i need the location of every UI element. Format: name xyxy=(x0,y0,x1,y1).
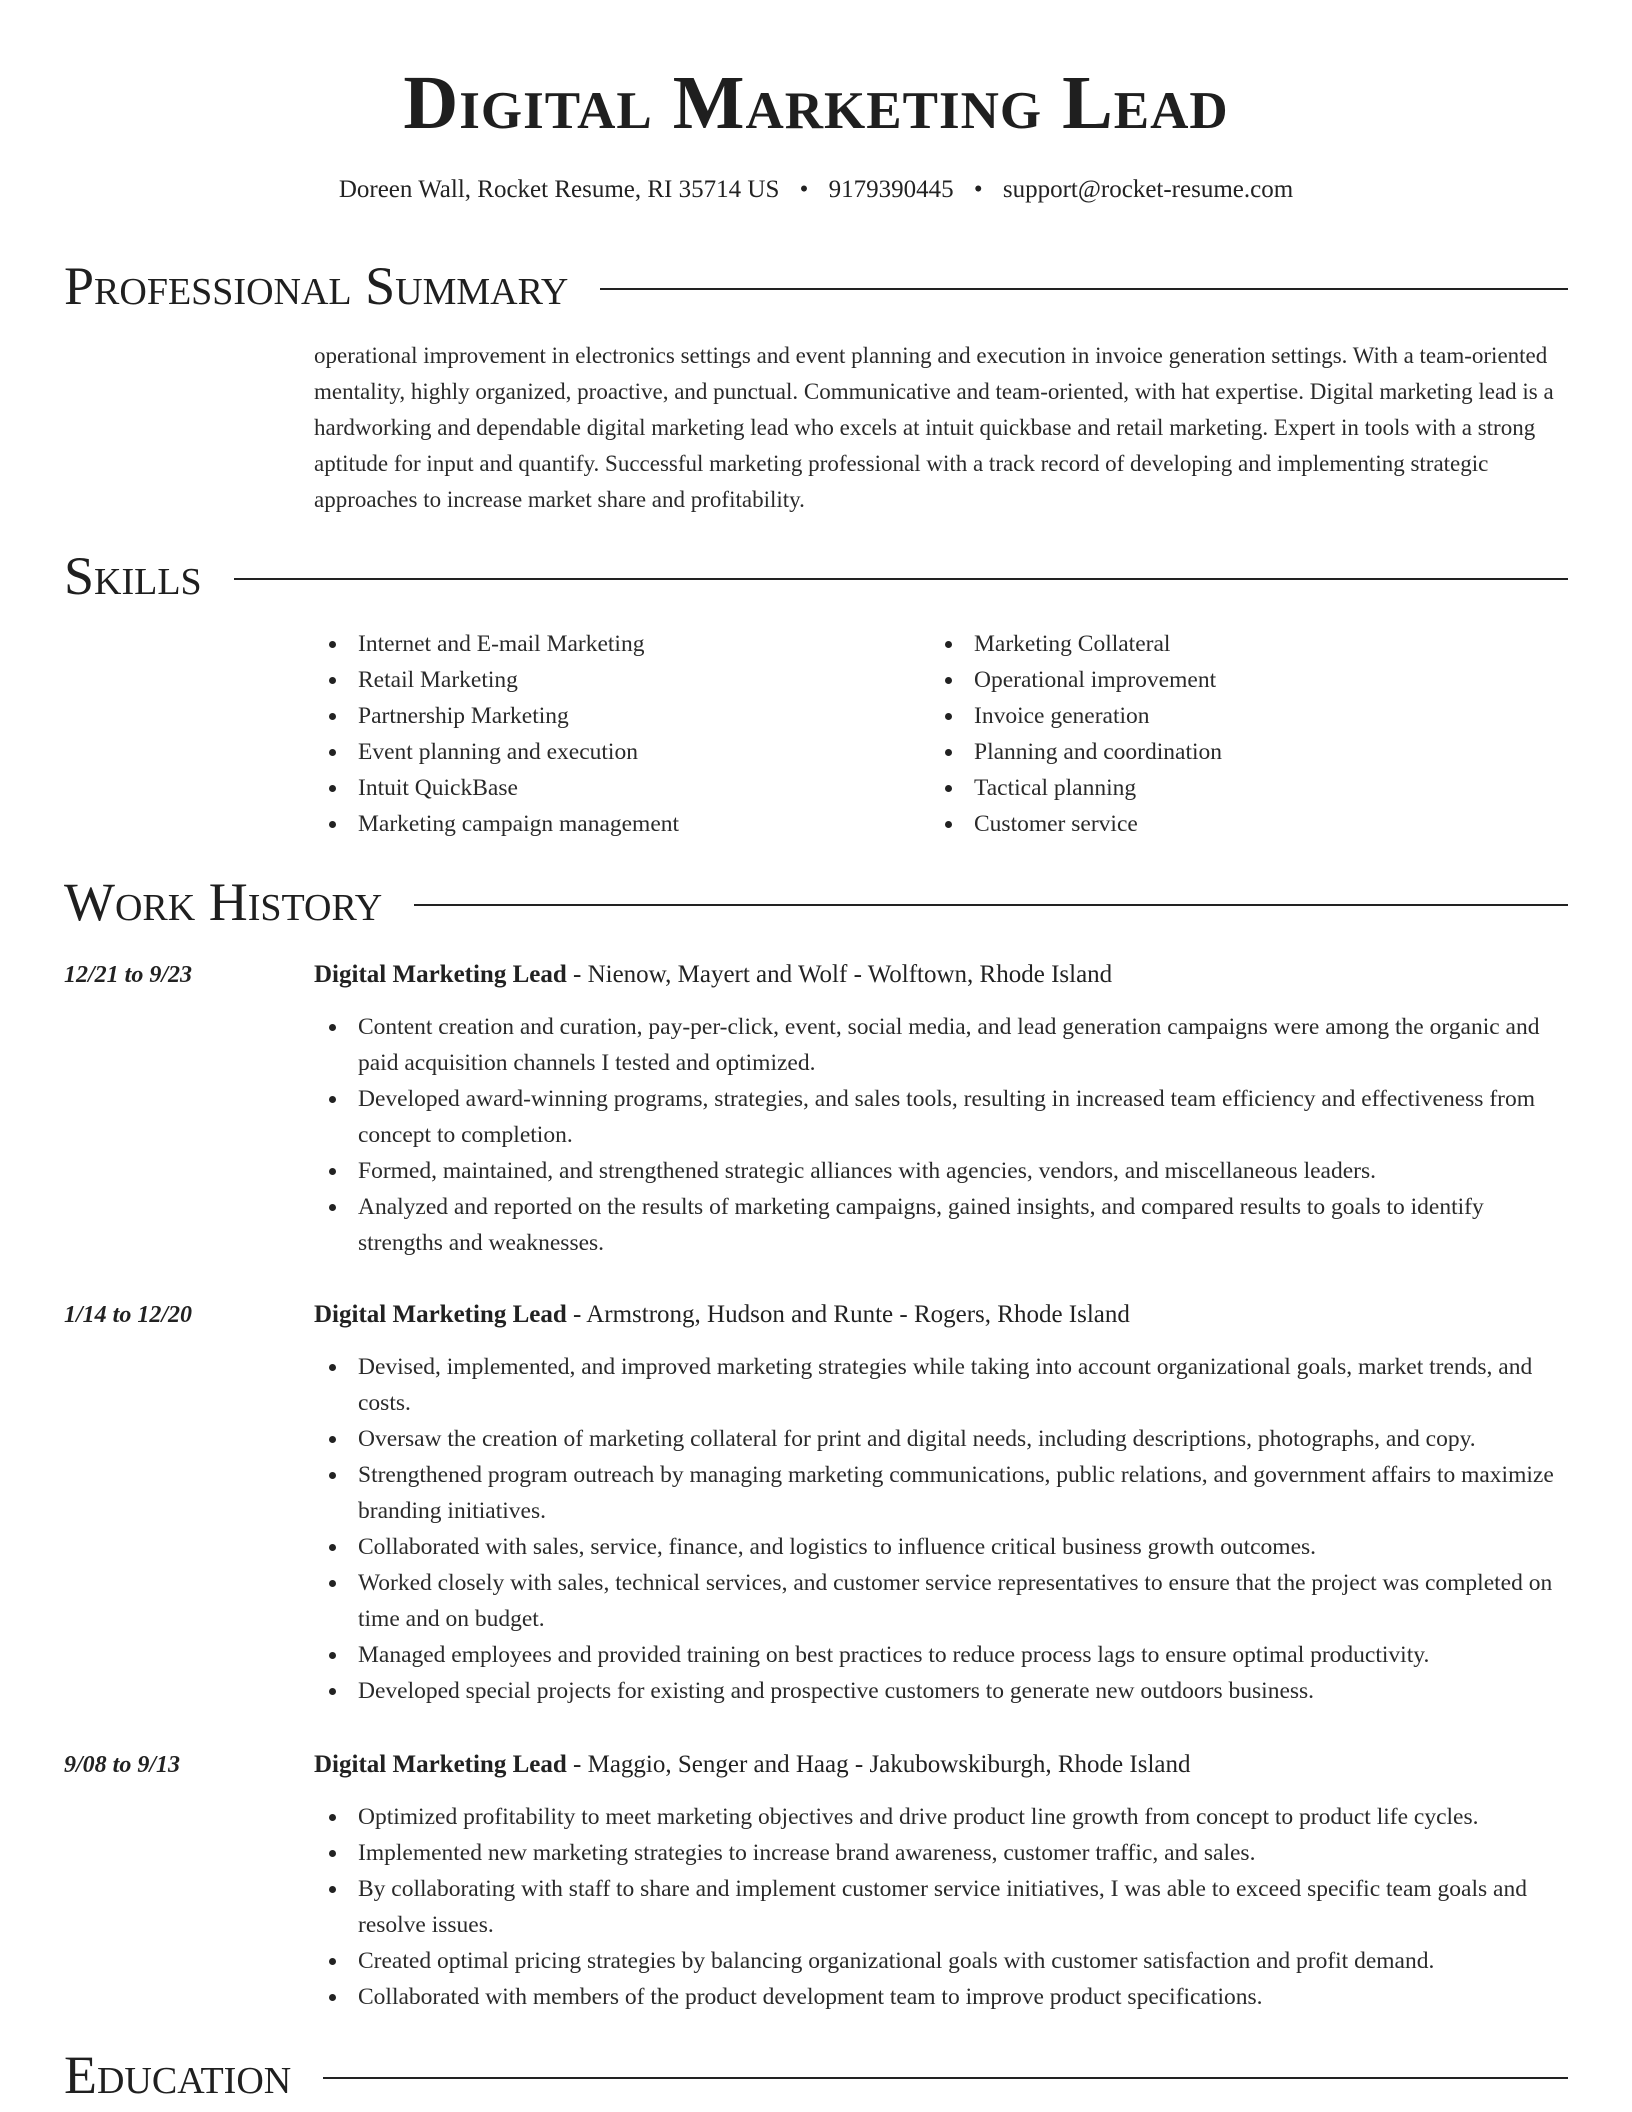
job-bullet: Worked closely with sales, technical services, and customer service representatives to ensure that the project was completed on time and on budget. xyxy=(314,1565,1570,1637)
skill-item: Retail Marketing xyxy=(314,662,930,698)
skill-item: Intuit QuickBase xyxy=(314,770,930,806)
skill-item: Internet and E-mail Marketing xyxy=(314,626,930,662)
job-heading xyxy=(314,1297,1130,1333)
contact-phone: 9179390445 xyxy=(828,176,954,203)
summary-heading: Professional Summary xyxy=(64,256,569,316)
contact-line xyxy=(0,172,1632,208)
skill-item: Tactical planning xyxy=(930,770,1546,806)
job-bullets xyxy=(314,1799,1570,2015)
job-heading xyxy=(314,957,1112,993)
skills-left-list xyxy=(314,626,930,842)
job-bullet: Oversaw the creation of marketing collateral for print and digital needs, including descriptions, photographs, and copy. xyxy=(314,1421,1570,1457)
summary-text: operational improvement in electronics settings and event planning and execution in invoice generation settings. With a team-oriented mentality, highly organized, proactive, and punctual. Communicative and team-oriented, with hat expertise. Digital marketing lead is a hardworking and dependable digital marketing lead who excels at intuit quickbase and retail marketing. Expert in tools with a strong aptitude for input and quantify. Successful marketing professional with a track record of developing and implementing strategic approaches to increase market share and profitability. xyxy=(314,343,1554,512)
skill-item: Operational improvement xyxy=(930,662,1546,698)
job-date: 1/14 to 12/20 xyxy=(64,1302,193,1328)
job-bullet: Implemented new marketing strategies to increase brand awareness, customer traffic, and sales. xyxy=(314,1835,1570,1871)
contact-separator: • xyxy=(973,176,983,203)
job-bullet: Optimized profitability to meet marketing objectives and drive product line growth from concept to product life cycles. xyxy=(314,1799,1570,1835)
job-title: Digital Marketing Lead xyxy=(314,1301,567,1328)
job-bullet: Collaborated with members of the product development team to improve product specifications. xyxy=(314,1979,1570,2015)
contact-location: Doreen Wall, Rocket Resume, RI 35714 US xyxy=(338,176,780,203)
job-company: - Maggio, Senger and Haag - Jakubowskiburgh, Rhode Island xyxy=(566,1751,1191,1778)
skill-item: Customer service xyxy=(930,806,1546,842)
job-bullet: Created optimal pricing strategies by balancing organizational goals with customer satisfaction and profit demand. xyxy=(314,1943,1570,1979)
skill-item: Marketing campaign management xyxy=(314,806,930,842)
job-bullet: Strengthened program outreach by managing marketing communications, public relations, and government affairs to maximize branding initiatives. xyxy=(314,1457,1570,1529)
job-bullet: Developed special projects for existing and prospective customers to generate new outdoors business. xyxy=(314,1673,1570,1709)
job-title: Digital Marketing Lead xyxy=(314,961,567,988)
skill-item: Partnership Marketing xyxy=(314,698,930,734)
job-bullet: Collaborated with sales, service, finance, and logistics to influence critical business growth outcomes. xyxy=(314,1529,1570,1565)
summary-section-header xyxy=(64,254,1568,318)
job-date: 12/21 to 9/23 xyxy=(64,962,193,988)
skill-item: Invoice generation xyxy=(930,698,1546,734)
job-bullet: Devised, implemented, and improved marketing strategies while taking into account organizational goals, market trends, and costs. xyxy=(314,1349,1570,1421)
skill-item: Marketing Collateral xyxy=(930,626,1546,662)
section-divider xyxy=(600,288,1568,290)
job-bullet: Developed award-winning programs, strategies, and sales tools, resulting in increased team efficiency and effectiveness from concept to completion. xyxy=(314,1081,1570,1153)
skills-section-header xyxy=(64,544,1568,608)
job-company: - Armstrong, Hudson and Runte - Rogers, Rhode Island xyxy=(566,1301,1130,1328)
job-title: Digital Marketing Lead xyxy=(314,1751,567,1778)
job-bullet: Analyzed and reported on the results of marketing campaigns, gained insights, and compared results to goals to identify strengths and weaknesses. xyxy=(314,1189,1570,1261)
section-divider xyxy=(234,578,1568,580)
skills-columns xyxy=(314,626,1570,842)
job-company: - Nienow, Mayert and Wolf - Wolftown, Rhode Island xyxy=(566,961,1113,988)
work-heading: Work History xyxy=(64,872,383,932)
skill-item: Planning and coordination xyxy=(930,734,1546,770)
job-bullet: Content creation and curation, pay-per-click, event, social media, and lead generation campaigns were among the organic and paid acquisition channels I tested and optimized. xyxy=(314,1009,1570,1081)
resume-title: Digital Marketing Lead xyxy=(403,61,1229,145)
job-heading xyxy=(314,1747,1191,1783)
job-date: 9/08 to 9/13 xyxy=(64,1752,181,1778)
job-bullet: By collaborating with staff to share and implement customer service initiatives, I was able to exceed specific team goals and resolve issues. xyxy=(314,1871,1570,1943)
contact-separator: • xyxy=(799,176,809,203)
job-bullet: Managed employees and provided training on best practices to reduce process lags to ensure optimal productivity. xyxy=(314,1637,1570,1673)
job-bullets xyxy=(314,1349,1570,1709)
job-bullets xyxy=(314,1009,1570,1261)
section-divider xyxy=(414,904,1568,906)
skills-heading: Skills xyxy=(64,546,202,606)
education-section-header xyxy=(64,2043,1568,2107)
skills-right-list xyxy=(930,626,1546,842)
education-heading: Education xyxy=(64,2045,292,2105)
skill-item: Event planning and execution xyxy=(314,734,930,770)
section-divider xyxy=(323,2077,1568,2079)
job-bullet: Formed, maintained, and strengthened strategic alliances with agencies, vendors, and miscellaneous leaders. xyxy=(314,1153,1570,1189)
contact-email: support@rocket-resume.com xyxy=(1002,176,1294,203)
work-section-header xyxy=(64,870,1568,934)
